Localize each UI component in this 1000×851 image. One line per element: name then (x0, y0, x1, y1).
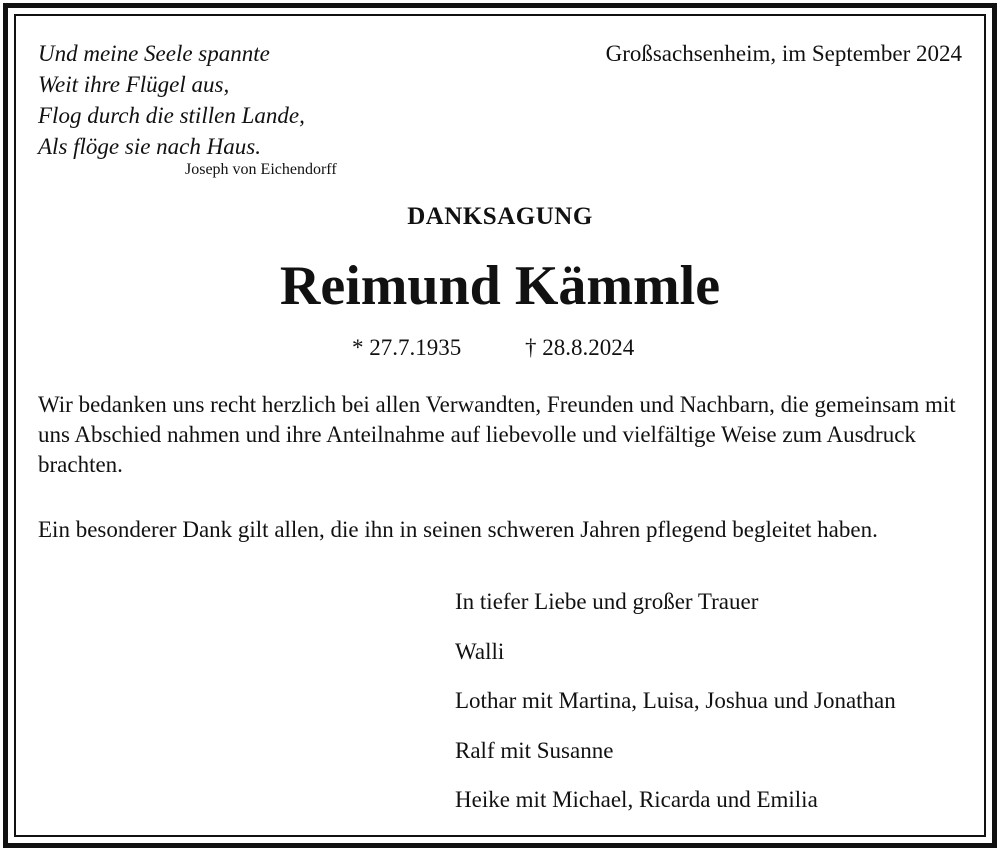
death-date: † 28.8.2024 (525, 335, 635, 360)
mourners-list (455, 587, 896, 835)
deceased-name: Reimund Kämmle (279, 255, 721, 317)
birth-date: * 27.7.1935 (352, 335, 462, 360)
mourner-name: Lothar mit Martina, Luisa, Joshua und Jonathan (455, 688, 896, 713)
poem-line: Weit ihre Flügel aus, (38, 72, 230, 97)
poem-line: Als flöge sie nach Haus. (38, 134, 261, 159)
mourner-name: Ralf mit Susanne (455, 737, 614, 763)
place-and-date: Großsachsenheim, im September 2024 (605, 41, 962, 66)
poem (38, 38, 305, 162)
thank-you-text (38, 390, 968, 580)
poem-line: Flog durch die stillen Lande, (38, 103, 305, 128)
mourner-name: Heike mit Michael, Ricarda und Emilia (455, 787, 818, 812)
poem-author: Joseph von Eichendorff (185, 161, 337, 178)
signoff-line: In tiefer Liebe und großer Trauer (455, 589, 759, 614)
paragraph: Ein besonderer Dank gilt allen, die ihn in seinen schweren Jahren pflegend begleitet haben. (38, 517, 878, 542)
notice-heading: DANKSAGUNG (407, 203, 593, 230)
poem-line: Und meine Seele spannte (38, 41, 270, 66)
mourner-name: Walli (455, 638, 505, 664)
paragraph: Wir bedanken uns recht herzlich bei allen Verwandten, Freunden und Nachbarn, die gemeinsam mit uns Abschied nahmen und ihre Anteilnahme auf liebevolle und vielfältige Weise zum Ausdruck brachten. (38, 392, 956, 477)
